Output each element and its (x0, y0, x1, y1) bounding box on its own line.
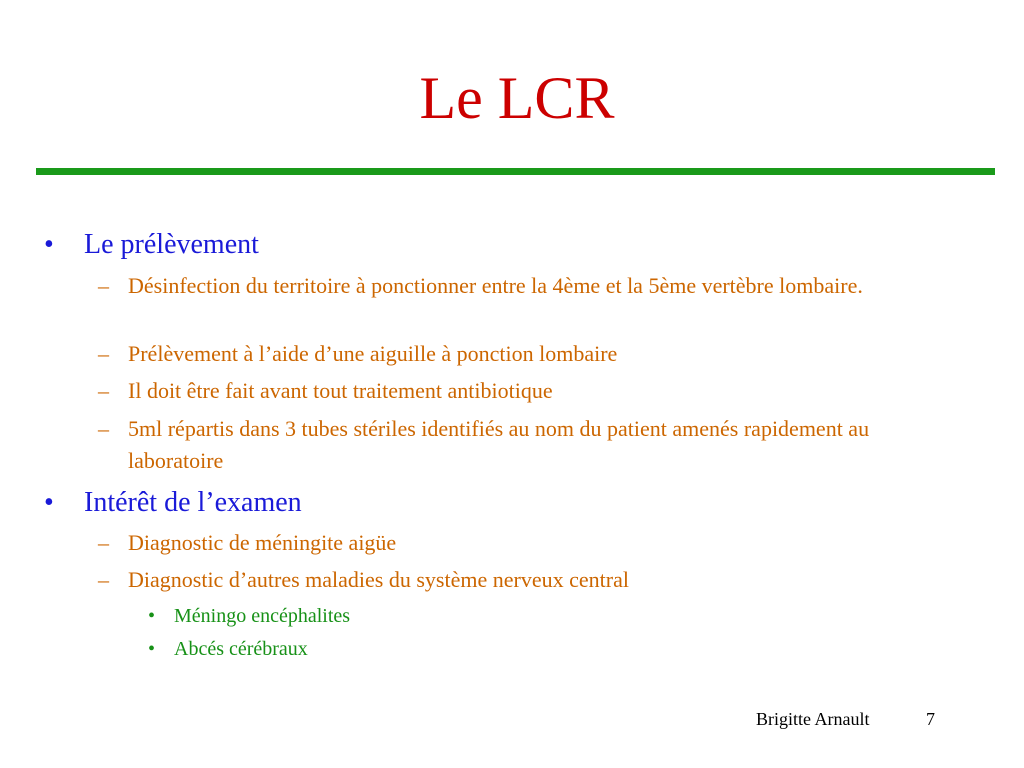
list-item-text: Désinfection du territoire à ponctionner entre la 4ème et la 5ème vertèbre lombaire. (128, 273, 863, 298)
dash-bullet-icon: – (98, 567, 109, 592)
footer-author: Brigitte Arnault (756, 709, 870, 729)
section-label: Intérêt de l’examen (84, 487, 302, 518)
list-item-text: Diagnostic d’autres maladies du système nerveux central (128, 567, 629, 592)
sub-list-item-text: Abcés cérébraux (174, 638, 308, 660)
dash-bullet-icon: – (98, 378, 109, 403)
dash-bullet-icon: – (98, 273, 109, 298)
dash-bullet-icon: – (98, 341, 109, 366)
bullet-icon: • (148, 605, 156, 627)
dash-bullet-icon: – (98, 416, 109, 441)
slide-title: Le LCR (419, 65, 615, 131)
list-item-text: Prélèvement à l’aide d’une aiguille à ponction lombaire (128, 341, 618, 366)
sub-list-item-text: Méningo encéphalites (174, 605, 351, 627)
list-item-text: Il doit être fait avant tout traitement antibiotique (128, 378, 553, 403)
bullet-icon: • (44, 487, 54, 518)
title-divider (36, 168, 995, 175)
list-item-text: Diagnostic de méningite aigüe (128, 530, 397, 555)
bullet-icon: • (148, 638, 156, 660)
section-label: Le prélèvement (84, 229, 259, 260)
bullet-icon: • (44, 229, 54, 260)
page-number: 7 (926, 709, 935, 729)
dash-bullet-icon: – (98, 530, 109, 555)
list-item-text: 5ml répartis dans 3 tubes stériles identifiés au nom du patient amenés rapidement au laboratoire (128, 416, 870, 473)
